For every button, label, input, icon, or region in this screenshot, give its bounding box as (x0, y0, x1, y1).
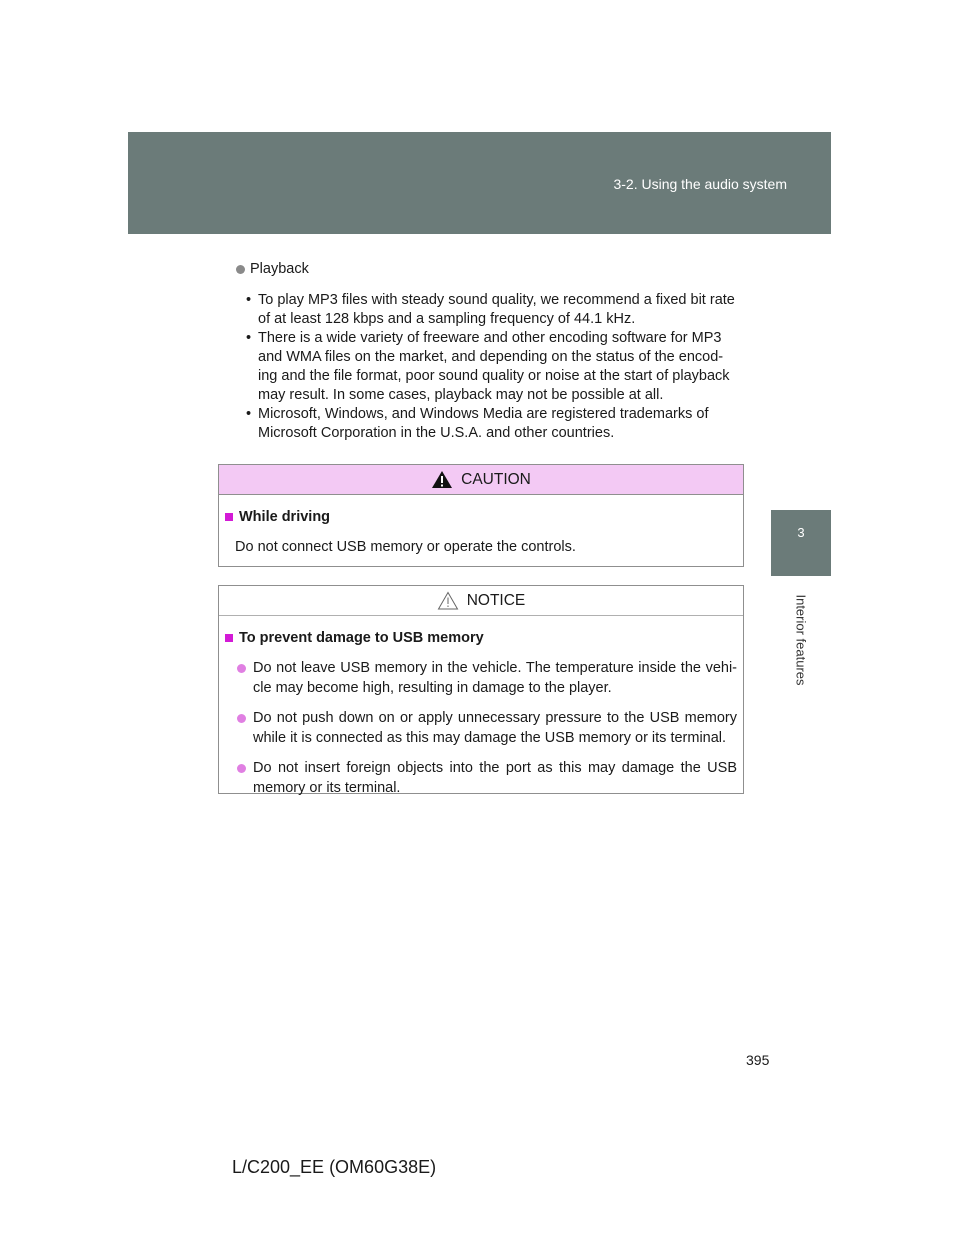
notice-box (218, 585, 744, 794)
list-item: • To play MP3 files with steady sound quality, we recommend a fixed bit rate of at least 128 kbps and a sampling frequency of 44.1 kHz. (246, 291, 736, 329)
bullet-dot-icon (237, 714, 246, 723)
chapter-label: Interior features (793, 594, 809, 686)
bullet-dot-icon (237, 664, 246, 673)
list-item: • Microsoft, Windows, and Windows Media are registered trademarks of Microsoft Corporation in the U.S.A. and other countries. (246, 405, 736, 443)
notice-item-text: Do not leave USB memory in the vehicle. The temperature inside the vehi-cle may become high, resulting in damage to the player. (253, 660, 737, 696)
list-item (225, 658, 737, 698)
notice-title: NOTICE (466, 591, 526, 609)
notice-header (219, 586, 743, 616)
page-number: 395 (746, 1052, 770, 1068)
list-item: • There is a wide variety of freeware and other encoding software for MP3 and WMA files on the market, and depending on the status of the encod-ing and the file format, poor sound quality or noise at the start of playback may result. In some cases, playback may not be possible at all. (246, 329, 736, 405)
list-item (225, 708, 737, 748)
chapter-tab (771, 510, 831, 576)
list-item (225, 758, 737, 798)
warning-triangle-outline-icon (437, 591, 459, 610)
caution-title: CAUTION (461, 470, 531, 488)
playback-heading (236, 260, 736, 279)
section-title: 3-2. Using the audio system (613, 176, 787, 192)
square-bullet-icon (225, 634, 233, 642)
playback-list (236, 291, 736, 443)
warning-triangle-filled-icon (431, 470, 453, 489)
square-bullet-icon (225, 513, 233, 521)
caution-body (219, 495, 743, 557)
playback-section (236, 260, 736, 443)
caution-text: Do not connect USB memory or operate the controls. (235, 539, 576, 555)
caution-section-title (225, 507, 737, 527)
notice-item-text: Do not insert foreign objects into the port as this may damage the USB memory or its terminal. (253, 760, 737, 796)
bullet-dot-icon (237, 764, 246, 773)
notice-section-title (225, 628, 737, 648)
header-bar (128, 132, 831, 234)
footer-model-code: L/C200_EE (OM60G38E) (232, 1157, 437, 1177)
notice-section-text: To prevent damage to USB memory (239, 630, 484, 646)
caution-section-text: While driving (239, 509, 331, 525)
bullet-dot-icon (236, 265, 245, 274)
caution-box (218, 464, 744, 567)
chapter-number: 3 (797, 525, 805, 540)
playback-heading-text: Playback (250, 261, 309, 277)
caution-header (219, 465, 743, 495)
notice-item-text: Do not push down on or apply unnecessary pressure to the USB memory while it is connected as this may damage the USB memory or its terminal. (253, 710, 737, 746)
notice-body (219, 616, 743, 798)
